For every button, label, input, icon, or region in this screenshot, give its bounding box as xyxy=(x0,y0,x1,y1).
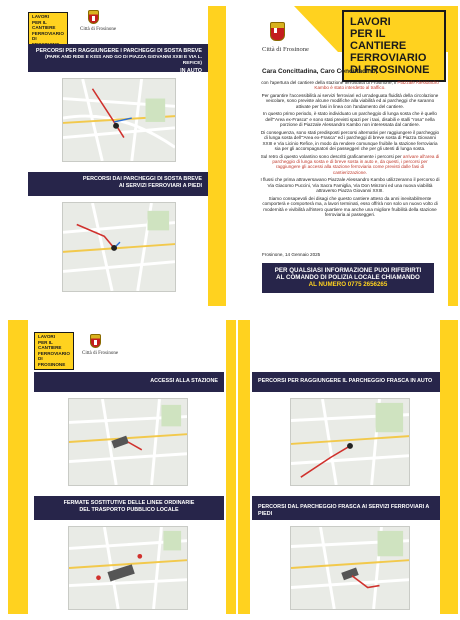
paragraph-text: Per garantire l'accessibilità ai servizi ferroviari ed un'adeguata fluidità della circolazione veicolare, sono previste alcune modifiche alla viabilità ed ai parcheggi che saranno attivate per fasi in linea con l'andamento del cantiere. xyxy=(261,93,439,109)
map-short-stay-walk xyxy=(62,202,176,292)
panel-top-right xyxy=(240,6,458,306)
panel-bottom-left xyxy=(8,320,236,614)
map-station-access xyxy=(68,398,188,486)
paragraph-text: I flussi che prima attraversavano Piazzale Alessandro Kambo utilizzeranno il percorso di Via Giacomo Puccini, Via Sacra Famiglia, Via Don Minzoni ed una nuova viabilità attraverso Piazza Giovanni XXIII. xyxy=(260,177,440,194)
band-line: PERCORSI PER RAGGIUNGERE IL PARCHEGGIO FRASCA IN AUTO xyxy=(258,378,433,384)
letter-paragraph xyxy=(260,196,440,218)
info-line: PER QUALSIASI INFORMAZIONE PUOI RIFERIRTI xyxy=(274,267,422,274)
tag-line: FERROVIARIO xyxy=(38,350,70,356)
band-line: PERCORSI DAI PARCHEGGI DI SOSTA BREVE xyxy=(82,176,202,182)
section-band-station-access xyxy=(34,372,224,392)
letter-paragraph xyxy=(260,154,440,176)
paragraph-text: Siamo consapevoli dei disagi che questo cantiere atteso da anni inevitabilmente comporterà e comporterà ma, a lavori terminati, esso offrirà non solo un nuovo volto di modernità e vivibilità all'intero quartiere ma anche una migliore fruibilità della stazione ferroviaria ai passeggeri. xyxy=(262,195,438,218)
project-tag xyxy=(34,332,74,370)
city-crest-icon xyxy=(88,10,99,24)
letter-paragraph xyxy=(260,93,440,109)
city-name: Città di Frosinone xyxy=(80,27,117,32)
title-line: PER IL CANTIERE xyxy=(350,28,407,52)
map-bus-stops xyxy=(68,526,188,610)
yellow-strip xyxy=(440,320,458,614)
band-line: DEL TRASPORTO PUBBLICO LOCALE xyxy=(79,506,179,513)
tag-line: DI FROSINONE xyxy=(38,356,66,367)
city-crest-icon xyxy=(270,22,285,41)
section-band-frasca-walk xyxy=(252,496,440,520)
title-line: DI FROSINONE xyxy=(350,64,430,76)
yellow-strip xyxy=(238,320,250,614)
paragraph-text: In questo primo periodo, è stato individuato un parcheggio di lunga sosta che è quello dell'"Area ex-Frasca" e sono stati previsti spazi per i taxi, disabili e stalli "rosa" nella porzione di Piazzale Alessandro Kambo non interessata dal cantiere. xyxy=(263,111,437,128)
letter-greeting: Cara Concittadina, Caro Concittadino, xyxy=(262,68,378,75)
paragraph-text: Di conseguenza, sono stati predisposti percorsi alternativi per raggiungere il parcheggio di lunga sosta dell'"Area ex-Frasca" ed i parcheggi di breve sosta di Piazza Giovanni XXIII e Via Licinio Refice, in modo da rendere comunque fruibile la stazione ferroviaria sia per gli accompagnatori dei passeggeri che per gli utenti di lunga sosta. xyxy=(260,129,440,152)
band-line: PERCORSI PER RAGGIUNGERE I PARCHEGGI DI SOSTA BREVE xyxy=(35,48,202,54)
info-phone: AL NUMERO 0775 2656265 xyxy=(308,281,388,289)
letter-paragraph xyxy=(260,177,440,193)
paragraph-highlight: Piazzale Alessandro Kambo è stato interdetto al traffico. xyxy=(314,80,439,91)
paragraph-text: con l'apertura del cantiere della stazione ferroviaria di Frosinone, il xyxy=(261,80,398,85)
city-crest-icon xyxy=(90,334,101,348)
tag-line: DI xyxy=(32,36,37,42)
map-frasca-car xyxy=(290,398,410,486)
map-short-stay xyxy=(62,78,176,162)
band-line: PERCORSI DAL PARCHEGGIO FRASCA AI SERVIZI FERROVIARI A PIEDI xyxy=(258,504,430,517)
tag-line: LAVORI xyxy=(38,334,56,339)
section-band-frasca-car xyxy=(252,372,440,392)
tag-line: PER IL CANTIERE xyxy=(32,19,56,31)
section-band-short-stay xyxy=(28,44,208,72)
tag-line: LAVORI xyxy=(32,14,50,19)
panel-bottom-right xyxy=(238,320,458,614)
city-name: Città di Frosinone xyxy=(82,351,119,356)
yellow-strip xyxy=(8,320,28,614)
title-line: FERROVIARIO xyxy=(350,52,427,64)
yellow-strip xyxy=(208,6,226,306)
city-name: Città di Frosinone xyxy=(262,46,309,53)
tag-line: FERROVIARIO xyxy=(32,30,64,36)
panel-top-left xyxy=(8,6,226,306)
tag-line: PER IL CANTIERE xyxy=(38,339,62,351)
band-line: FERMATE SOSTITUTIVE DELLE LINEE ORDINARIE xyxy=(63,500,195,506)
band-line: (PARK AND RIDE E KISS AND GO DI PIAZZA GIOVANNI XXIII E VIA L. REFICE) xyxy=(45,54,202,67)
band-line: IN AUTO xyxy=(180,67,202,74)
section-band-bus-stops xyxy=(34,496,224,520)
letter-paragraph xyxy=(260,130,440,152)
title-line: LAVORI xyxy=(350,16,391,28)
section-band-short-stay-walk xyxy=(28,172,208,196)
info-line: AL COMANDO DI POLIZIA LOCALE CHIAMANDO xyxy=(276,274,420,282)
band-line: ACCESSI ALLA STAZIONE xyxy=(150,378,218,384)
letter-date: Frosinone, 14 Gennaio 2025 xyxy=(262,252,321,257)
info-box xyxy=(262,263,434,293)
band-line: AI SERVIZI FERROVIARI A PIEDI xyxy=(118,182,202,189)
map-frasca-walk xyxy=(290,526,410,610)
paragraph-highlight: arrivare all'area di parcheggio di lunga sosta e di breve sosta in auto e, da questi, i percorsi per raggiungere gli accessi alla stazione ferroviaria come previsti dalle fasi di cantierizzazione. xyxy=(272,153,440,175)
paragraph-text: Sul retro di questo volantino sono descritti graficamente i percorsi per xyxy=(260,153,403,159)
yellow-strip xyxy=(226,320,236,614)
yellow-strip xyxy=(448,6,458,306)
letter-paragraph xyxy=(260,80,440,91)
letter-body xyxy=(260,80,440,220)
letter-paragraph xyxy=(260,111,440,127)
